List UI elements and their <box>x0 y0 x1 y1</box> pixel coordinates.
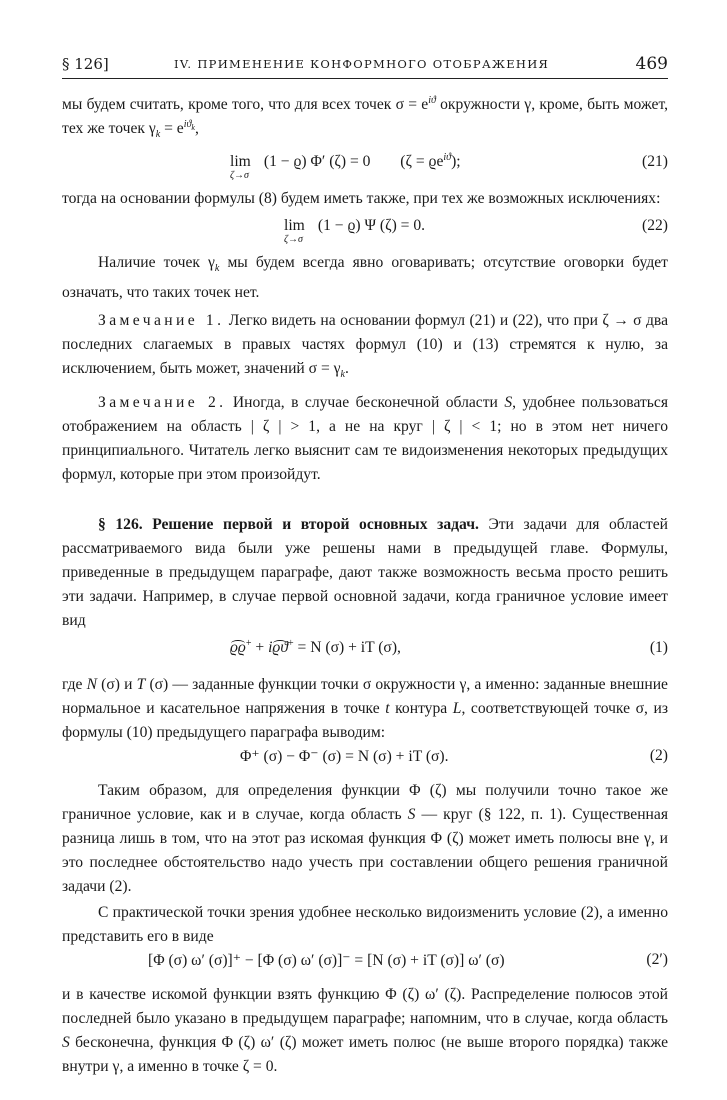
paragraph-final: и в качестве искомой функции взять функцию Φ (ζ) ω′ (ζ). Распределение полюсов этой последней было указано в предыдущем параграфе; напомним, что в случае, когда область S бесконечна, функция Φ (ζ) ω′ (ζ) может иметь полюс (не выше второго порядка) также внутри γ, а именно в точке ζ = 0. <box>62 986 668 1076</box>
remark-2: Замечание 2. Иногда, в случае бесконечной области S, удобнее пользоваться отображением на область | ζ | > 1, а не на круг | ζ | < 1; но в этом нет ничего принципиального. Читатель легко выяснит сам те видоизменения некоторых предыдущих формул, которые при этом произойдут. <box>62 394 668 484</box>
section-heading: § 126. Решение первой и второй основных задач. <box>98 516 479 534</box>
header-running-title: IV. ПРИМЕНЕНИЕ КОНФОРМНОГО ОТОБРАЖЕНИЯ <box>174 57 550 71</box>
equation-2-prime: [Φ (σ) ω′ (σ)]⁺ − [Φ (σ) ω′ (σ)]⁻ = [N (σ) + iT (σ)] ω′ (σ) (2′) <box>148 951 668 970</box>
equation-label: (21) <box>642 153 668 171</box>
equation-21: lim ζ→σ (1 − ϱ) Φ′ (ζ) = 0 $(\zeta = ϱe^{iϑ})$; (21) <box>230 152 668 182</box>
page-number: 469 <box>635 54 668 74</box>
remark-1: Замечание 1. Легко видеть на основании формул (21) и (22), что при ζ → σ два последних слагаемых в правых частях формул (10) и (13) стремятся к нулю, за исключением, быть может, значений $\sigma = \gamma_k$. <box>62 312 668 381</box>
paragraph-practical: С практической точки зрения удобнее несколько видоизменить условие (2), а именно представить его в виде <box>62 904 668 946</box>
equation-label: (2) <box>649 747 668 765</box>
paragraph-thus: Таким образом, для определения функции Φ (ζ) мы получили точно такое же граничное условие, как и в случае, когда область S — круг (§ 122, п. 1). Существенная разница лишь в том, что на этот раз искомая функция Φ (ζ) может иметь полюсы вне γ, и это последнее обстоятельство надо учесть при составлении общего решения граничной задачи (2). <box>62 782 668 896</box>
paragraph-where: где N (σ) и T (σ) — заданные функции точки σ окружности γ, а именно: заданные внешние нормальное и касательное напряжения в точке t контура L, соответствующей точке σ, из формулы (10) предыдущего параграфа выводим: <box>62 676 668 742</box>
section-126: § 126. Решение первой и второй основных задач. Эти задачи для областей рассматриваемого вида были уже решены нами в предыдущей главе. Формулы, приведенные в предыдущем параграфе, дают также возможность весьма просто решить эти задачи. Например, в случае первой основной задачи, когда граничное условие имеет вид <box>62 516 668 630</box>
paragraph-intro: мы будем считать, кроме того, что для всех точек $\sigma = e^{iϑ}$ окружности γ, кроме, быть может, тех же точек $\gamma_k = e^{iϑ_k}$, <box>62 95 668 141</box>
equation-label: (22) <box>642 217 668 235</box>
paragraph-points: Наличие точек $\gamma_k$ мы будем всегда явно оговаривать; отсутствие оговорки будет означать, что таких точек нет. <box>62 254 668 302</box>
paragraph-8: тогда на основании формулы (8) будем иметь также, при тех же возможных исключениях: <box>62 190 661 208</box>
equation-1: ϱϱ+ + iϱϑ+ = N (σ) + iT (σ), (1) <box>230 638 668 657</box>
running-header <box>62 52 668 79</box>
equation-22: lim ζ→σ (1 − ϱ) Ψ (ζ) = 0. (22) <box>284 217 668 246</box>
equation-2: Φ⁺ (σ) − Φ⁻ (σ) = N (σ) + iT (σ). (2) <box>240 747 668 766</box>
book-page <box>62 52 668 1079</box>
equation-label: (2′) <box>646 951 668 969</box>
header-section-ref: § 126] <box>62 55 109 73</box>
equation-label: (1) <box>649 639 668 657</box>
